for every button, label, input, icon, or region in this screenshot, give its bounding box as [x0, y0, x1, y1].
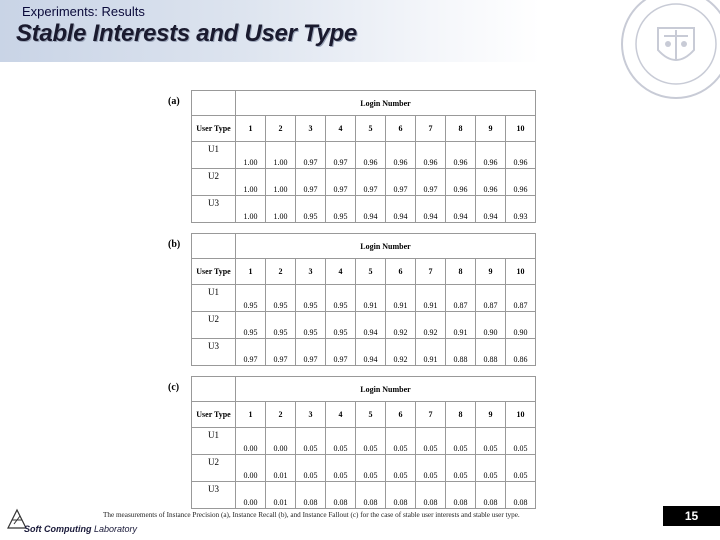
table-row — [192, 196, 536, 223]
table-c-label: (c) — [168, 382, 180, 393]
value-cell: 0.87 — [476, 285, 506, 312]
value-cell: 0.05 — [476, 455, 506, 482]
column-header: 4 — [326, 259, 356, 285]
value-cell: 0.05 — [416, 455, 446, 482]
value-cell: 0.96 — [416, 142, 446, 169]
column-header: 10 — [506, 259, 536, 285]
table-row — [192, 428, 536, 455]
value-cell: 0.94 — [356, 196, 386, 223]
value-cell: 0.90 — [476, 312, 506, 339]
column-header: 6 — [386, 402, 416, 428]
value-cell: 0.08 — [506, 482, 536, 509]
value-cell: 0.97 — [356, 169, 386, 196]
value-cell: 0.01 — [266, 482, 296, 509]
value-cell: 0.01 — [266, 455, 296, 482]
value-cell: 0.91 — [356, 285, 386, 312]
column-header: 7 — [416, 116, 446, 142]
column-header: 4 — [326, 402, 356, 428]
row-user-label: U2 — [192, 455, 236, 482]
column-header: 9 — [476, 402, 506, 428]
corner-cell — [192, 377, 236, 402]
column-header: 5 — [356, 402, 386, 428]
row-user-label: U1 — [192, 142, 236, 169]
value-cell: 0.86 — [506, 339, 536, 366]
value-cell: 0.97 — [266, 339, 296, 366]
user-type-header: User Type — [192, 259, 236, 285]
column-header: 9 — [476, 116, 506, 142]
table-a-label: (a) — [168, 96, 180, 107]
value-cell: 0.87 — [446, 285, 476, 312]
value-cell: 0.97 — [296, 169, 326, 196]
table-row — [192, 312, 536, 339]
login-number-header: Login Number — [236, 377, 536, 402]
value-cell: 0.95 — [326, 285, 356, 312]
value-cell: 0.91 — [386, 285, 416, 312]
value-cell: 0.97 — [296, 339, 326, 366]
login-number-header: Login Number — [236, 234, 536, 259]
value-cell: 0.96 — [476, 169, 506, 196]
column-header: 10 — [506, 116, 536, 142]
value-cell: 0.05 — [416, 428, 446, 455]
slide-title: Stable Interests and User Type — [16, 20, 357, 47]
university-seal-icon — [608, 0, 720, 110]
table-row — [192, 482, 536, 509]
value-cell: 0.97 — [326, 339, 356, 366]
value-cell: 0.92 — [386, 312, 416, 339]
table-row — [192, 142, 536, 169]
instance-precision-table — [191, 90, 536, 223]
value-cell: 1.00 — [236, 196, 266, 223]
value-cell: 0.91 — [416, 285, 446, 312]
value-cell: 0.87 — [506, 285, 536, 312]
value-cell: 0.94 — [356, 312, 386, 339]
value-cell: 0.95 — [236, 285, 266, 312]
instance-recall-table — [191, 233, 536, 366]
value-cell: 0.97 — [296, 142, 326, 169]
column-header: 8 — [446, 259, 476, 285]
value-cell: 0.00 — [236, 428, 266, 455]
value-cell: 0.96 — [446, 142, 476, 169]
value-cell: 0.96 — [506, 169, 536, 196]
value-cell: 0.95 — [266, 312, 296, 339]
value-cell: 0.95 — [296, 312, 326, 339]
table-row — [192, 169, 536, 196]
value-cell: 0.88 — [446, 339, 476, 366]
table-row — [192, 339, 536, 366]
value-cell: 0.97 — [326, 169, 356, 196]
value-cell: 0.05 — [386, 428, 416, 455]
corner-cell — [192, 234, 236, 259]
value-cell: 0.08 — [446, 482, 476, 509]
value-cell: 0.05 — [446, 455, 476, 482]
value-cell: 0.95 — [296, 196, 326, 223]
column-header: 5 — [356, 259, 386, 285]
value-cell: 0.08 — [356, 482, 386, 509]
value-cell: 0.96 — [356, 142, 386, 169]
column-header: 6 — [386, 259, 416, 285]
user-type-header: User Type — [192, 116, 236, 142]
slide-header — [0, 0, 540, 62]
value-cell: 0.00 — [266, 428, 296, 455]
column-header: 1 — [236, 259, 266, 285]
value-cell: 0.96 — [476, 142, 506, 169]
value-cell: 0.95 — [326, 196, 356, 223]
column-header: 2 — [266, 116, 296, 142]
value-cell: 0.96 — [506, 142, 536, 169]
value-cell: 0.94 — [446, 196, 476, 223]
value-cell: 0.05 — [386, 455, 416, 482]
login-number-header: Login Number — [236, 91, 536, 116]
value-cell: 0.96 — [446, 169, 476, 196]
user-type-header: User Type — [192, 402, 236, 428]
table-b-label: (b) — [168, 239, 181, 250]
row-user-label: U1 — [192, 285, 236, 312]
column-header: 1 — [236, 402, 266, 428]
row-user-label: U1 — [192, 428, 236, 455]
value-cell: 0.97 — [416, 169, 446, 196]
instance-fallout-table — [191, 376, 536, 509]
value-cell: 0.97 — [326, 142, 356, 169]
column-header: 3 — [296, 116, 326, 142]
column-header: 7 — [416, 402, 446, 428]
value-cell: 1.00 — [266, 142, 296, 169]
column-header: 7 — [416, 259, 446, 285]
lab-logo — [6, 508, 146, 538]
row-user-label: U2 — [192, 312, 236, 339]
column-header: 8 — [446, 402, 476, 428]
value-cell: 0.00 — [236, 482, 266, 509]
column-header: 6 — [386, 116, 416, 142]
value-cell: 0.05 — [356, 455, 386, 482]
value-cell: 0.94 — [476, 196, 506, 223]
column-header: 9 — [476, 259, 506, 285]
column-header: 5 — [356, 116, 386, 142]
value-cell: 0.90 — [506, 312, 536, 339]
value-cell: 0.94 — [356, 339, 386, 366]
value-cell: 0.95 — [236, 312, 266, 339]
value-cell: 1.00 — [266, 169, 296, 196]
value-cell: 0.00 — [236, 455, 266, 482]
value-cell: 0.08 — [296, 482, 326, 509]
value-cell: 0.97 — [236, 339, 266, 366]
table-caption: The measurements of Instance Precision (a), Instance Recall (b), and Instance Fallout (c) for the case of stable user interests and stable user type. — [103, 511, 520, 519]
value-cell: 0.05 — [296, 428, 326, 455]
value-cell: 0.96 — [386, 142, 416, 169]
table-row — [192, 285, 536, 312]
value-cell: 0.05 — [506, 428, 536, 455]
value-cell: 0.08 — [476, 482, 506, 509]
row-user-label: U2 — [192, 169, 236, 196]
value-cell: 0.95 — [296, 285, 326, 312]
value-cell: 1.00 — [236, 142, 266, 169]
value-cell: 0.88 — [476, 339, 506, 366]
column-header: 3 — [296, 259, 326, 285]
column-header: 3 — [296, 402, 326, 428]
value-cell: 0.91 — [416, 339, 446, 366]
column-header: 8 — [446, 116, 476, 142]
corner-cell — [192, 91, 236, 116]
value-cell: 0.92 — [416, 312, 446, 339]
value-cell: 0.05 — [506, 455, 536, 482]
column-header: 1 — [236, 116, 266, 142]
column-header: 2 — [266, 402, 296, 428]
value-cell: 0.08 — [416, 482, 446, 509]
column-header: 4 — [326, 116, 356, 142]
value-cell: 0.97 — [386, 169, 416, 196]
value-cell: 0.08 — [386, 482, 416, 509]
value-cell: 0.05 — [296, 455, 326, 482]
lab-name-bold: Soft Computing — [24, 524, 92, 534]
row-user-label: U3 — [192, 339, 236, 366]
value-cell: 0.05 — [476, 428, 506, 455]
value-cell: 0.92 — [386, 339, 416, 366]
value-cell: 0.08 — [326, 482, 356, 509]
value-cell: 0.95 — [266, 285, 296, 312]
value-cell: 0.05 — [356, 428, 386, 455]
value-cell: 1.00 — [236, 169, 266, 196]
value-cell: 0.05 — [446, 428, 476, 455]
column-header: 2 — [266, 259, 296, 285]
value-cell: 0.05 — [326, 455, 356, 482]
table-row — [192, 455, 536, 482]
value-cell: 0.94 — [416, 196, 446, 223]
row-user-label: U3 — [192, 482, 236, 509]
row-user-label: U3 — [192, 196, 236, 223]
value-cell: 0.95 — [326, 312, 356, 339]
page-number: 15 — [663, 506, 720, 526]
section-label: Experiments: Results — [22, 4, 145, 19]
value-cell: 0.91 — [446, 312, 476, 339]
lab-name — [24, 524, 137, 534]
column-header: 10 — [506, 402, 536, 428]
value-cell: 1.00 — [266, 196, 296, 223]
value-cell: 0.94 — [386, 196, 416, 223]
value-cell: 0.05 — [326, 428, 356, 455]
lab-name-rest: Laboratory — [91, 524, 138, 534]
value-cell: 0.93 — [506, 196, 536, 223]
